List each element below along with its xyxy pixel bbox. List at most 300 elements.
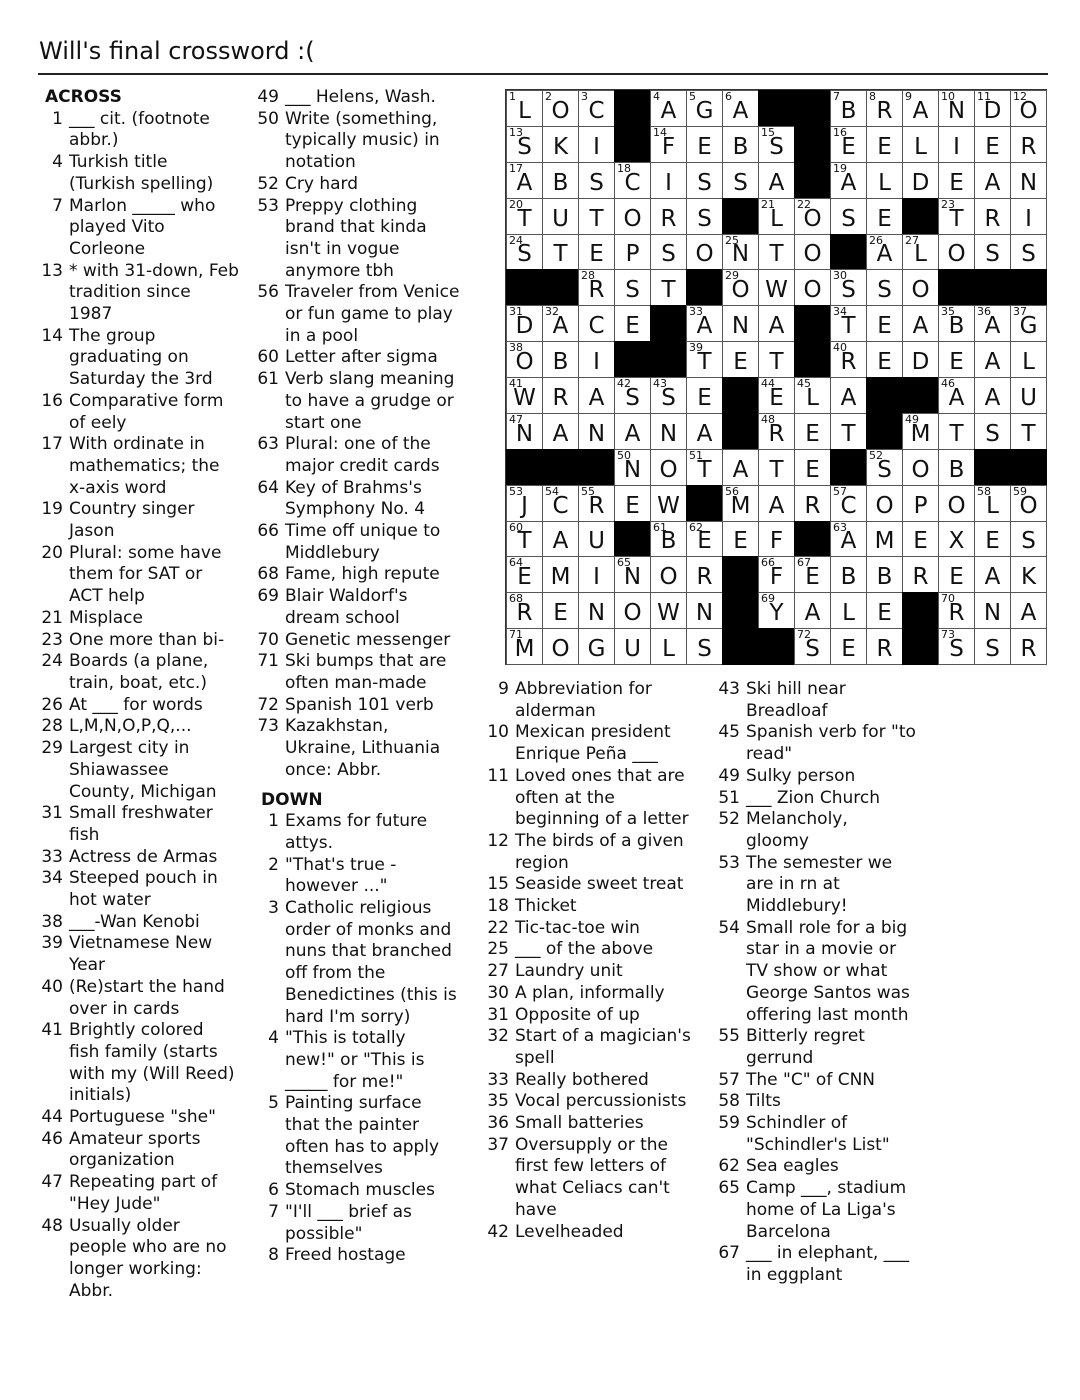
grid-block (830, 449, 867, 486)
cell-letter: R (876, 97, 893, 124)
clue-number: 32 (487, 1026, 509, 1047)
cell-letter: E (877, 313, 892, 340)
cell-letter: A (696, 420, 713, 447)
cell-letter: R (660, 205, 677, 232)
cell-letter: S (769, 133, 784, 160)
cell-number: 73 (941, 628, 955, 642)
cell-letter: I (665, 169, 672, 196)
cell-number: 72 (797, 628, 811, 642)
grid-cell (902, 269, 939, 306)
cell-letter: M (550, 564, 571, 591)
cell-letter: O (551, 636, 570, 662)
grid-cell (758, 234, 795, 271)
cell-number: 33 (689, 305, 703, 319)
grid-cell (758, 556, 795, 593)
cell-letter: C (588, 97, 605, 124)
grid-cell (938, 592, 975, 629)
grid-cell (614, 305, 651, 342)
clue-item (485, 961, 700, 983)
clue-item (485, 918, 700, 940)
grid-cell (722, 162, 759, 199)
cell-letter: O (803, 241, 822, 268)
cell-number: 55 (581, 484, 595, 498)
clue-text: Loved ones that are often at the beginning of a letter (515, 765, 689, 830)
grid-cell (722, 341, 759, 378)
clue-item (39, 868, 239, 911)
grid-cell (938, 90, 975, 127)
cell-letter: S (517, 133, 532, 160)
cell-number: 59 (1013, 484, 1027, 498)
cell-letter: S (733, 169, 748, 196)
clue-number: 7 (52, 195, 63, 216)
cell-number: 68 (509, 592, 523, 606)
cell-number: 35 (941, 305, 955, 319)
cell-letter: R (840, 349, 857, 375)
clue-item (716, 788, 916, 810)
clue-text: Marlon _____ who played Vito Corleone (69, 195, 216, 259)
cell-letter: E (733, 349, 748, 375)
grid-cell (938, 341, 975, 378)
grid-cell (1010, 162, 1047, 199)
cell-letter: G (587, 636, 606, 662)
grid-cell (722, 305, 759, 342)
grid-cell (830, 341, 867, 378)
clue-number: 55 (718, 1026, 740, 1047)
grid-cell (506, 377, 543, 414)
clue-number: 41 (41, 1020, 63, 1041)
clue-number: 31 (487, 1004, 509, 1025)
grid-cell (578, 198, 615, 235)
grid-cell (1010, 377, 1047, 414)
clue-number: 14 (41, 325, 63, 346)
grid-cell (542, 234, 579, 271)
grid-cell (974, 341, 1011, 378)
grid-cell (830, 628, 867, 665)
clue-text: L,M,N,O,P,Q,... (69, 716, 192, 737)
grid-cell (686, 521, 723, 558)
clue-number: 16 (41, 390, 63, 411)
clue-text: Vietnamese New Year (69, 933, 213, 976)
clue-text: Amateur sports organization (69, 1128, 201, 1171)
clue-item (39, 716, 239, 738)
grid-block (722, 413, 759, 450)
cell-number: 19 (833, 161, 847, 175)
grid-cell (830, 485, 867, 522)
grid-cell (1010, 592, 1047, 629)
cell-letter: A (912, 313, 929, 340)
clue-number: 57 (718, 1069, 740, 1090)
cell-letter: S (949, 636, 964, 662)
cell-letter: A (840, 528, 857, 555)
cell-letter: E (805, 564, 820, 591)
cell-letter: S (661, 384, 676, 411)
grid-cell (974, 305, 1011, 342)
clue-item (255, 1202, 460, 1245)
clue-item (39, 1129, 239, 1172)
page-title: Will's final crossword :( (39, 37, 315, 65)
cell-number: 8 (869, 90, 876, 103)
grid-cell (830, 269, 867, 306)
grid-cell (938, 556, 975, 593)
clue-number: 56 (257, 282, 279, 303)
grid-cell (578, 269, 615, 306)
cell-letter: A (948, 384, 965, 411)
grid-block (902, 628, 939, 665)
cell-letter: S (1021, 241, 1036, 268)
cell-number: 58 (977, 484, 991, 498)
grid-cell (794, 413, 831, 450)
clue-number: 1 (268, 811, 279, 832)
grid-block (794, 305, 831, 342)
cell-letter: I (593, 564, 600, 591)
grid-block (722, 377, 759, 414)
clue-item (255, 898, 460, 1028)
clue-text: Plural: some have them for SAT or ACT help (69, 542, 222, 607)
grid-block (722, 198, 759, 235)
clue-text: The "C" of CNN (746, 1069, 876, 1090)
cell-number: 23 (941, 197, 955, 211)
cell-number: 41 (509, 377, 523, 390)
grid-cell (542, 485, 579, 522)
cell-letter: L (806, 384, 819, 411)
cell-number: 47 (509, 412, 523, 426)
cell-number: 12 (1013, 90, 1027, 103)
grid-cell (614, 234, 651, 271)
clue-text: Ski bumps that are often man-made (285, 651, 447, 693)
cell-letter: E (589, 241, 604, 268)
cell-letter: S (985, 636, 1000, 662)
cell-number: 7 (833, 90, 840, 103)
clue-number: 37 (487, 1134, 509, 1155)
cell-letter: O (695, 241, 714, 268)
grid-block (902, 592, 939, 629)
grid-cell (1010, 234, 1047, 271)
clue-text: Brightly colored fish family (starts with my (Will Reed) initials) (69, 1020, 235, 1106)
grid-cell (506, 305, 543, 342)
cell-number: 6 (725, 90, 732, 103)
grid-cell (974, 556, 1011, 593)
clue-item (39, 1216, 239, 1303)
clue-text: ___ cit. (footnote abbr.) (69, 108, 210, 151)
cell-letter: F (661, 133, 676, 160)
grid-cell (578, 234, 615, 271)
grid-cell (794, 198, 831, 235)
grid-cell (974, 90, 1011, 127)
cell-letter: R (552, 384, 569, 411)
clue-number: 13 (41, 260, 63, 281)
clue-number: 18 (487, 896, 509, 917)
cell-letter: C (840, 492, 857, 519)
grid-cell (578, 413, 615, 450)
grid-cell (722, 485, 759, 522)
clue-number: 11 (487, 765, 509, 786)
clue-number: 2 (268, 854, 279, 875)
grid-cell (938, 377, 975, 414)
clue-text: (Re)start the hand over in cards (69, 976, 225, 1019)
cell-number: 38 (509, 341, 523, 355)
clue-number: 49 (718, 765, 740, 786)
cell-letter: S (877, 456, 892, 483)
grid-cell (614, 377, 651, 414)
cell-letter: S (589, 169, 604, 196)
grid-cell (866, 234, 903, 271)
grid-cell (902, 162, 939, 199)
cell-number: 28 (581, 269, 595, 283)
cell-letter: N (587, 420, 606, 447)
cell-letter: T (769, 349, 784, 375)
cell-letter: E (841, 636, 856, 662)
clue-item (255, 1180, 460, 1202)
cell-letter: D (983, 97, 1002, 124)
grid-cell (902, 341, 939, 378)
grid-cell (974, 521, 1011, 558)
clue-number: 4 (52, 152, 63, 173)
grid-block (722, 628, 759, 665)
grid-cell (794, 485, 831, 522)
cell-letter: T (553, 241, 568, 268)
clue-text: Ski hill near Breadloaf (746, 679, 846, 721)
grid-cell (902, 556, 939, 593)
cell-letter: A (984, 313, 1001, 340)
cell-number: 56 (725, 484, 739, 498)
grid-cell (866, 126, 903, 163)
cell-letter: G (1019, 313, 1038, 340)
cell-letter: W (657, 492, 680, 519)
clue-number: 25 (487, 939, 509, 960)
clue-number: 53 (718, 852, 740, 873)
grid-cell (578, 592, 615, 629)
cell-letter: R (588, 492, 605, 519)
clue-item (255, 282, 460, 347)
grid-block (686, 485, 723, 522)
clue-text: Traveler from Venice or fun game to play in a pool (285, 282, 460, 346)
grid-cell (830, 126, 867, 163)
cell-letter: T (589, 205, 604, 232)
clue-item (485, 896, 700, 918)
grid-cell (542, 305, 579, 342)
grid-block (578, 449, 615, 486)
cell-number: 61 (653, 520, 667, 534)
grid-cell (686, 449, 723, 486)
grid-cell (866, 556, 903, 593)
grid-cell (902, 90, 939, 127)
grid-cell (614, 198, 651, 235)
grid-cell (902, 413, 939, 450)
clue-item (255, 521, 460, 564)
grid-cell (506, 234, 543, 271)
cell-letter: B (732, 133, 749, 160)
clue-number: 71 (257, 651, 279, 672)
clue-number: 33 (41, 846, 63, 867)
cell-letter: O (1019, 97, 1038, 124)
grid-cell (866, 269, 903, 306)
cell-letter: U (624, 636, 641, 662)
grid-block (542, 449, 579, 486)
cell-letter: O (551, 97, 570, 124)
clue-number: 17 (41, 434, 63, 455)
grid-cell (794, 269, 831, 306)
clue-number: 60 (257, 347, 279, 368)
grid-cell (830, 162, 867, 199)
clue-number: 65 (718, 1178, 740, 1199)
cell-number: 1 (509, 90, 516, 103)
grid-cell (938, 413, 975, 450)
grid-cell (1010, 413, 1047, 450)
cell-number: 71 (509, 628, 523, 642)
grid-cell (542, 628, 579, 665)
clue-number: 4 (268, 1028, 279, 1049)
grid-block (794, 90, 831, 127)
grid-block (614, 341, 651, 378)
down-heading: DOWN (261, 789, 323, 810)
cell-letter: L (518, 97, 531, 124)
clue-text: Bitterly regret gerrund (746, 1026, 865, 1068)
grid-cell (902, 234, 939, 271)
grid-cell (542, 126, 579, 163)
clue-text: Spanish 101 verb (285, 694, 434, 715)
grid-cell (686, 556, 723, 593)
clue-text: Freed hostage (285, 1245, 406, 1266)
clue-number: 40 (41, 976, 63, 997)
clue-text: Start of a magician's spell (515, 1026, 691, 1068)
clue-item (39, 695, 239, 717)
grid-cell (794, 556, 831, 593)
cell-letter: N (731, 313, 750, 340)
grid-cell (722, 449, 759, 486)
clue-number: 12 (487, 830, 509, 851)
cell-number: 16 (833, 125, 847, 139)
clue-item (39, 326, 239, 391)
grid-cell (650, 162, 687, 199)
cell-letter: R (912, 564, 929, 591)
cell-letter: S (625, 384, 640, 411)
clue-item (485, 939, 700, 961)
clue-item (716, 1070, 916, 1092)
cell-letter: S (661, 241, 676, 268)
grid-cell (938, 485, 975, 522)
cell-number: 48 (761, 412, 775, 426)
cell-letter: S (1021, 528, 1036, 555)
cell-number: 57 (833, 484, 847, 498)
cell-letter: T (517, 528, 532, 555)
grid-cell (830, 198, 867, 235)
cell-letter: B (840, 97, 857, 124)
cell-letter: O (947, 241, 966, 268)
cell-letter: E (805, 420, 820, 447)
cell-letter: I (1025, 205, 1032, 232)
cell-number: 65 (617, 556, 631, 570)
grid-cell (686, 413, 723, 450)
cell-letter: S (625, 277, 640, 304)
grid-cell (506, 162, 543, 199)
cell-number: 54 (545, 484, 559, 498)
cell-letter: E (877, 600, 892, 627)
cell-letter: A (912, 97, 929, 124)
cell-letter: B (552, 349, 569, 375)
cell-letter: T (769, 456, 784, 483)
clue-text: Catholic religious order of monks and nuns that branched off from the Benedictines (this is hard I'm sorry) (285, 898, 457, 1027)
cell-letter: L (914, 133, 927, 160)
cell-number: 64 (509, 556, 523, 570)
grid-cell (650, 592, 687, 629)
grid-block (506, 449, 543, 486)
clue-number: 28 (41, 716, 63, 737)
clue-item (485, 1026, 700, 1069)
clue-text: Sea eagles (746, 1156, 839, 1177)
grid-cell (866, 592, 903, 629)
cell-letter: I (593, 133, 600, 160)
grid-cell (974, 628, 1011, 665)
clue-number: 69 (257, 586, 279, 607)
cell-number: 70 (941, 592, 955, 606)
grid-cell (1010, 556, 1047, 593)
clue-number: 48 (41, 1215, 63, 1236)
cell-letter: N (587, 600, 606, 627)
cell-letter: E (949, 169, 964, 196)
grid-cell (1010, 341, 1047, 378)
grid-block (866, 413, 903, 450)
cell-letter: A (768, 313, 785, 340)
cell-letter: O (623, 600, 642, 627)
cell-letter: L (662, 636, 675, 662)
clue-item (485, 766, 700, 831)
grid-cell (614, 628, 651, 665)
grid-cell (722, 126, 759, 163)
cell-letter: W (657, 600, 680, 627)
clue-text: ___ of the above (515, 939, 654, 960)
grid-cell (686, 90, 723, 127)
grid-cell (650, 234, 687, 271)
grid-block (614, 126, 651, 163)
clue-item (39, 1107, 239, 1129)
clue-text: Genetic messenger (285, 629, 451, 650)
cell-letter: E (841, 133, 856, 160)
grid-cell (830, 90, 867, 127)
clue-item (255, 478, 460, 521)
cell-letter: J (521, 492, 528, 519)
clue-item (39, 977, 239, 1020)
grid-cell (578, 556, 615, 593)
cell-letter: E (697, 133, 712, 160)
cell-letter: S (841, 205, 856, 232)
grid-cell (650, 556, 687, 593)
grid-cell (1010, 198, 1047, 235)
cell-number: 13 (509, 125, 523, 139)
grid-cell (506, 592, 543, 629)
across-heading: ACROSS (45, 87, 122, 107)
grid-block (830, 234, 867, 271)
grid-cell (614, 413, 651, 450)
cell-letter: S (985, 241, 1000, 268)
cell-letter: E (949, 349, 964, 375)
clue-text: Abbreviation for alderman (515, 679, 652, 721)
cell-letter: T (697, 456, 712, 483)
cell-letter: N (731, 241, 750, 268)
cell-letter: W (513, 384, 536, 411)
grid-cell (722, 521, 759, 558)
cell-number: 25 (725, 233, 739, 247)
grid-cell (974, 413, 1011, 450)
grid-cell (578, 162, 615, 199)
grid-cell (758, 377, 795, 414)
cell-letter: P (625, 241, 640, 268)
cell-letter: E (697, 384, 712, 411)
cell-letter: T (949, 205, 964, 232)
cell-number: 69 (761, 592, 775, 606)
clue-number: 43 (718, 679, 740, 699)
cell-letter: A (588, 384, 605, 411)
cell-letter: S (697, 636, 712, 662)
